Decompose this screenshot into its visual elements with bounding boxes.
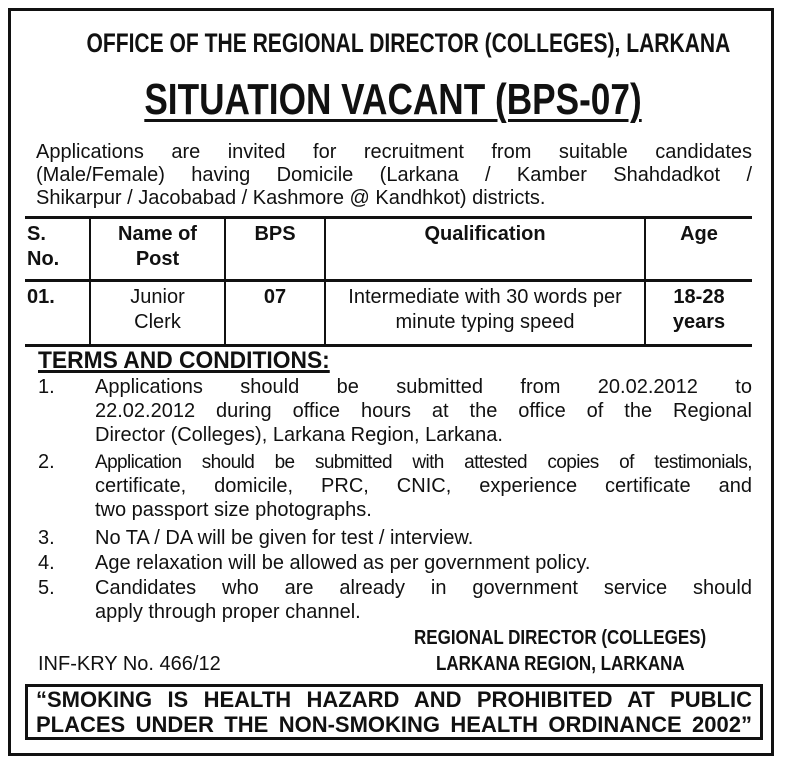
table-row [25,281,752,346]
term-line: two passport size photographs. [95,499,372,521]
term-line: apply through proper channel. [95,601,361,623]
term-line: Age relaxation will be allowed as per government policy. [95,552,591,574]
intro-line: Applications are invited for recruitment from suitable candidates [36,141,752,163]
cell-age: 18-28 years [645,281,752,346]
cell-sno: 01. [25,281,90,346]
col-post: Name of Post [90,218,225,281]
col-qualification: Qualification [325,218,645,281]
heading [79,74,708,126]
office-title: OFFICE OF THE REGIONAL DIRECTOR (COLLEGES), LARKANA [86,28,731,58]
intro-line: (Male/Female) having Domicile (Larkana / Kamber Shahdadkot / [36,164,752,186]
vacancy-table [25,216,752,347]
term-line: 22.02.2012 during office hours at the office of the Regional [95,400,752,422]
term-line: No TA / DA will be given for test / interview. [95,527,474,549]
col-sno: S. No. [25,218,90,281]
term-number: 1. [38,376,55,398]
smoking-notice-line: PLACES UNDER THE NON-SMOKING HEALTH ORDINANCE 2002” [36,712,752,737]
term-line: Director (Colleges), Larkana Region, Larkana. [95,424,503,446]
inf-number: INF-KRY No. 466/12 [38,653,221,675]
col-age: Age [645,218,752,281]
cell-bps: 07 [225,281,325,346]
terms-heading: TERMS AND CONDITIONS: [38,347,330,374]
cell-qualification: Intermediate with 30 words per minute typing speed [325,281,645,346]
term-number: 3. [38,527,55,549]
term-line: Applications should be submitted from 20.02.2012 to [95,376,752,398]
term-number: 4. [38,552,55,574]
cell-post: Junior Clerk [90,281,225,346]
signature-region: LARKANA REGION, LARKANA [436,653,685,675]
term-line: certificate, domicile, PRC, CNIC, experience certificate and [95,475,752,497]
col-bps: BPS [225,218,325,281]
term-line: Application should be submitted with attested copies of testimonials, [95,452,752,473]
table-header [25,218,752,281]
intro-line: Shikarpur / Jacobabad / Kashmore @ Kandhkot) districts. [36,187,546,209]
signature-title: REGIONAL DIRECTOR (COLLEGES) [414,627,707,649]
term-number: 5. [38,577,55,599]
term-number: 2. [38,451,55,473]
heading-text: SITUATION VACANT (BPS-07) [144,75,642,124]
smoking-notice-line: “SMOKING IS HEALTH HAZARD AND PROHIBITED AT PUBLIC [36,687,752,712]
term-line: Candidates who are already in government service should [95,577,752,599]
